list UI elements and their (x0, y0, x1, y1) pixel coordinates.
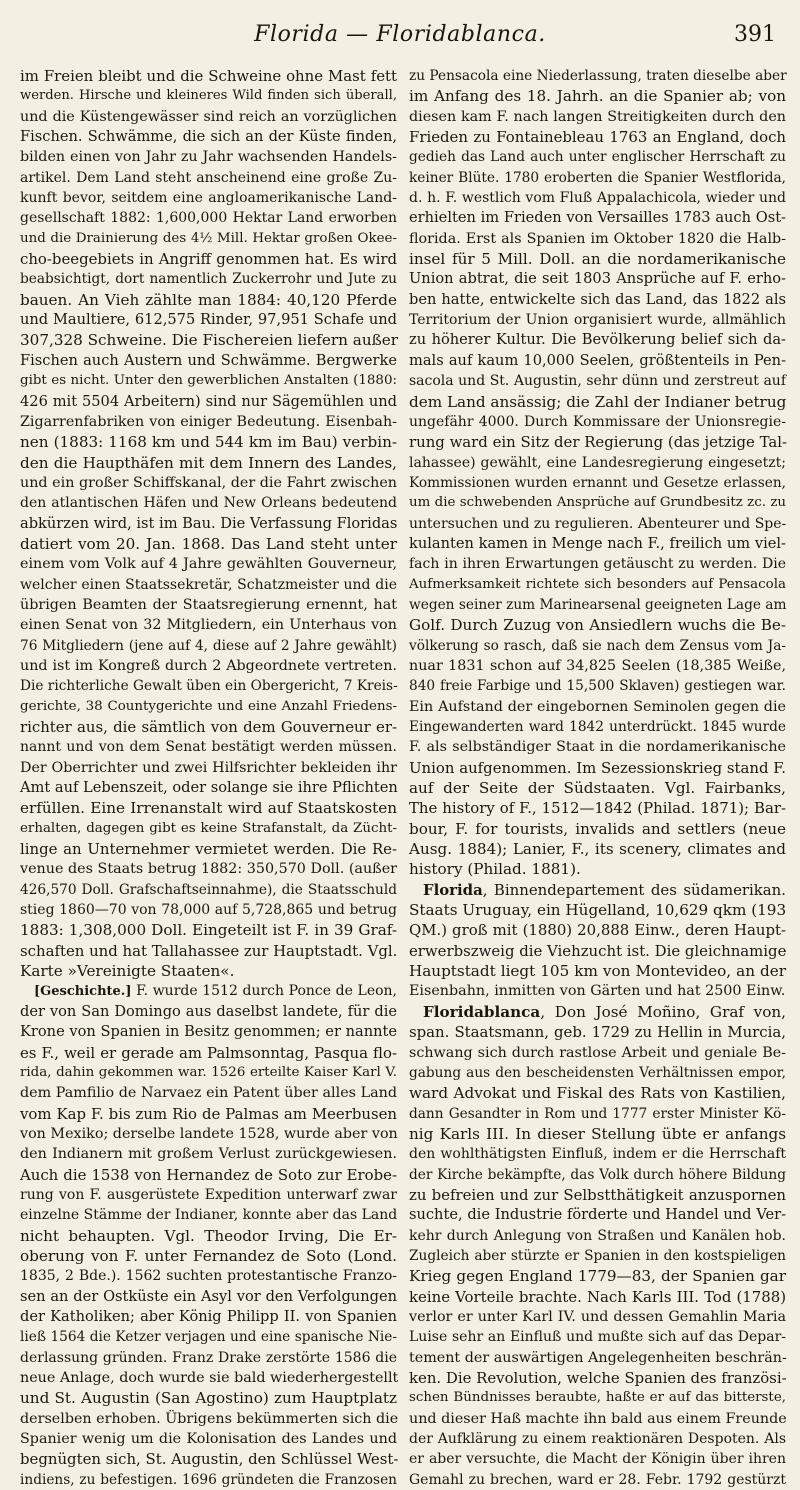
line-text: ward Advokat und Fiskal des Rats von Kastilien, (409, 1084, 786, 1103)
text-line (20, 859, 397, 879)
line-text: Fischen. Schwämme, die sich an der Küste finden, (20, 128, 397, 146)
text-line (409, 1144, 786, 1164)
entry-headword: Floridablanca (423, 1002, 541, 1021)
text-line (20, 392, 397, 412)
text-line (20, 249, 397, 269)
text-line (20, 1449, 397, 1469)
text-line (409, 615, 786, 635)
line-text: Frieden zu Fontainebleau 1763 an England, doch (409, 128, 786, 147)
text-line (20, 839, 397, 859)
text-line (20, 1307, 397, 1327)
line-text: schen Bündnisses beraubte, haßte er auf das bitterste, (409, 1390, 786, 1406)
text-line (20, 575, 397, 595)
line-text: um die schwebenden Ansprüche auf Grundbesitz zc. zu (409, 495, 786, 511)
line-text: nen (1883: 1168 km und 544 km im Bau) verbin- (20, 433, 397, 452)
text-line (409, 575, 786, 595)
line-text: indiens, zu befestigen. 1696 gründeten die Franzosen (20, 1471, 397, 1488)
text-line (409, 1287, 786, 1307)
text-line (20, 310, 397, 330)
text-line (20, 880, 397, 900)
line-text: Golf. Durch Zuzug von Ansiedlern wuchs die Be- (409, 616, 786, 635)
entry-headword: Florida (423, 880, 483, 899)
line-text: richter aus, die sämtlich von dem Gouverneur er- (20, 718, 397, 736)
line-text: Zugleich aber stürzte er Spanien in den kostspieligen (409, 1247, 786, 1264)
line-text: cho-beegebiets in Angriff genommen hat. Es wird (20, 250, 397, 269)
text-line (409, 1429, 786, 1449)
line-text: und Maultiere, 612,575 Rinder, 97,951 Schafe und (20, 311, 397, 329)
text-line (20, 1165, 397, 1185)
text-line (20, 1144, 397, 1164)
line-text: gesellschaft 1882: 1,600,000 Hektar Land erworben (20, 210, 397, 227)
text-line (409, 66, 786, 86)
line-text: derselben erhoben. Übrigens bekümmerten sich die (20, 1410, 399, 1427)
line-text: völkerung so rasch, daß sie nach dem Zensus vom Ja- (409, 637, 786, 654)
line-text: florida. Erst als Spanien im Oktober 1820 die Halb- (409, 230, 786, 247)
text-line (409, 107, 786, 127)
text-line (409, 229, 786, 249)
text-line (20, 737, 397, 757)
line-text: Ausg. 1884); Lanier, F., its scenery, climates and (409, 840, 786, 859)
text-line (20, 330, 397, 350)
line-text: kunft bevor, seitdem eine angloamerikanische Land- (20, 190, 397, 207)
text-line (20, 819, 397, 839)
text-line (20, 1470, 397, 1490)
text-line (409, 1266, 786, 1286)
text-line (20, 1185, 397, 1205)
right-text-column (409, 66, 788, 1488)
line-text: , Binnendepartement des südamerikan. (482, 880, 786, 899)
line-text: und die Drainierung des 4½ Mill. Hektar großen Okee- (20, 230, 397, 246)
text-line (20, 778, 397, 798)
text-line (20, 636, 397, 656)
text-line (409, 1449, 786, 1469)
line-text: QM.) groß mit (1880) 20,888 Einw., deren Haupt- (409, 921, 786, 940)
line-text: 1883: 1,308,000 Doll. Eingeteilt ist F. in 39 Graf- (20, 921, 397, 940)
text-line (409, 1124, 786, 1144)
line-text: er aber versuchte, die Macht der Königin über ihren (409, 1451, 786, 1468)
line-text: sen an der Ostküste ein Asyl vor den Verfolgungen (20, 1287, 397, 1305)
line-text: 76 Mitgliedern (jene auf 4, diese auf 2 Jahre gewählt) (20, 637, 397, 654)
text-line (20, 717, 397, 737)
line-text: 840 freie Farbige und 15,500 Sklaven) gestiegen war. (409, 678, 786, 695)
text-line (409, 920, 786, 940)
line-text: zu höherer Kultur. Die Bevölkerung belief sich da- (409, 331, 786, 349)
line-text: und ist im Kongreß durch 2 Abgeordnete vertreten. (20, 657, 397, 674)
text-line (409, 981, 786, 1001)
text-line (20, 412, 397, 432)
line-text: span. Staatsmann, geb. 1729 zu Hellin in Murcia, (409, 1023, 786, 1042)
text-line (20, 1083, 397, 1103)
text-line (409, 1246, 786, 1266)
text-line (409, 1307, 786, 1327)
text-line (409, 1327, 786, 1347)
text-line (409, 636, 786, 656)
line-text: nig Karls III. In dieser Stellung übte er anfangs (409, 1124, 786, 1143)
text-line (20, 473, 397, 493)
text-line (20, 86, 397, 106)
line-text: Auch die 1538 von Hernandez de Soto zur Erobe- (20, 1165, 397, 1184)
line-text: Union aufgenommen. Im Sezessionskrieg stand F. (409, 758, 786, 777)
text-line (20, 290, 397, 310)
line-text: Spanier wenig um die Kolonisation des Landes und (20, 1431, 397, 1448)
text-line (409, 697, 786, 717)
line-text: 426,570 Doll. Grafschaftseinnahme), die Staatsschuld (20, 881, 397, 898)
text-line (20, 1429, 397, 1449)
text-line (20, 1063, 397, 1083)
text-line (409, 900, 786, 920)
line-text: gibt es nicht. Unter den gewerblichen Anstalten (1880: (20, 373, 397, 389)
text-line (409, 473, 786, 493)
line-text: nicht behaupten. Vgl. Theodor Irving, Die Er- (20, 1226, 397, 1245)
line-text: 426 mit 5504 Arbeitern) sind nur Sägemühlen und (20, 392, 397, 410)
line-text: gerichte, 38 Countygerichte und eine Anzahl Friedens- (20, 698, 397, 714)
running-title: Florida — Floridablanca. (254, 22, 546, 47)
line-text: 1835, 2 Bde.). 1562 suchten protestantische Franzo- (20, 1268, 397, 1285)
line-text: bauen. An Vieh zählte man 1884: 40,120 Pferde (20, 290, 397, 309)
text-line (409, 371, 786, 391)
line-text: artikel. Dem Land steht anscheinend eine große Zu- (20, 169, 397, 186)
text-line (409, 1022, 786, 1042)
line-text: beabsichtigt, dort namentlich Zuckerrohr und Jute zu (20, 271, 397, 288)
line-text: history (Philad. 1881). (409, 860, 581, 879)
text-line (409, 880, 786, 900)
text-line (409, 1368, 786, 1388)
line-text: insel für 5 Mill. Doll. an die nordamerikanische (409, 250, 786, 269)
text-line (20, 1226, 397, 1246)
line-text: Staats Uruguay, ein Hügelland, 10,629 qkm (193 (409, 901, 787, 920)
line-text: Karte »Vereinigte Staaten«. (20, 962, 235, 981)
line-text: gabung aus den bescheidensten Verhältnissen empor, (409, 1064, 786, 1081)
line-text: abkürzen wird, ist im Bau. Die Verfassung Floridas (20, 514, 398, 532)
line-text: stieg 1860—70 von 78,000 auf 5,728,865 und betrug (20, 902, 397, 919)
text-line (20, 1348, 397, 1368)
text-line (409, 595, 786, 615)
line-text: tement der auswärtigen Angelegenheiten beschrän- (409, 1349, 787, 1366)
line-text: dem Pamfilio de Narvaez ein Patent über alles Land (20, 1085, 397, 1102)
text-line (409, 1002, 786, 1022)
text-line (20, 758, 397, 778)
text-line (409, 392, 786, 412)
text-line (20, 1124, 397, 1144)
text-line (409, 208, 786, 228)
text-line (20, 351, 397, 371)
text-line (409, 941, 786, 961)
text-line (20, 1287, 397, 1307)
line-text: erfüllen. Eine Irrenanstalt wird auf Staatskosten (20, 799, 397, 818)
line-text: ben hatte, entwickelte sich das Land, das 1822 als (409, 290, 786, 308)
line-text: werden. Hirsche und kleineres Wild finden sich überall, (20, 88, 397, 104)
text-line (409, 1409, 786, 1429)
text-line (409, 330, 786, 350)
line-text: welcher einen Staatssekretär, Schatzmeister und die (20, 576, 397, 593)
text-line (20, 229, 397, 249)
text-line (409, 310, 786, 330)
page-header (24, 14, 776, 54)
text-line (20, 981, 397, 1001)
line-text: suchte, die Industrie förderte und Handel und Ver- (409, 1206, 786, 1224)
text-line (20, 1327, 397, 1347)
line-text: und St. Augustin (San Agostino) zum Hauptplatz (20, 1389, 397, 1408)
line-text: diesen kam F. nach langen Streitigkeiten durch den (409, 108, 786, 125)
line-text: Aufmerksamkeit richtete sich besonders auf Pensacola (409, 576, 786, 592)
text-line (20, 453, 397, 473)
text-line (20, 168, 397, 188)
text-line (20, 615, 397, 635)
text-line (409, 1205, 786, 1225)
line-text: begnügten sich, St. Augustin, den Schlüssel West- (20, 1450, 399, 1469)
line-text: ließ 1564 die Ketzer verjagen und eine spanische Nie- (20, 1329, 397, 1346)
text-line (409, 290, 786, 310)
line-text: zu befreien und zur Selbstthätigkeit anzuspornen (409, 1185, 786, 1204)
line-text: und dieser Haß machte ihn bald aus einem Freunde (409, 1410, 787, 1427)
text-line (409, 778, 786, 798)
line-text: oberung von F. unter Fernandez de Soto (Lond. (20, 1246, 397, 1265)
line-text: zu Pensacola eine Niederlassung, traten dieselbe aber (409, 68, 787, 84)
text-line (20, 432, 397, 452)
line-text: kulanten kamen in Menge nach F., freilich um viel- (409, 534, 786, 552)
line-text: verlor er unter Karl IV. und dessen Gemahlin Maria (409, 1308, 786, 1325)
text-line (20, 961, 397, 981)
line-text: einem vom Volk auf 4 Jahre gewählten Gouverneur, (20, 556, 397, 573)
line-text: venue des Staats betrug 1882: 350,570 Doll. (außer (20, 861, 397, 878)
line-text: den atlantischen Häfen und New Orleans bedeutend (20, 495, 397, 512)
line-text: wegen seiner zum Marinearsenal geeigneten Lage am (409, 596, 787, 613)
text-line (409, 1104, 786, 1124)
line-text: rung ward ein Sitz der Regierung (das jetzige Tal- (409, 433, 788, 452)
text-line (20, 1104, 397, 1124)
line-text: schwang sich durch rastlose Arbeit und geniale Be- (409, 1044, 786, 1061)
line-text: bour, F. for tourists, invalids and settlers (neue (409, 819, 786, 838)
text-line (20, 1388, 397, 1408)
line-text: vom Kap F. bis zum Rio de Palmas am Meerbusen (20, 1104, 397, 1123)
text-line (409, 717, 786, 737)
text-line (409, 1226, 786, 1246)
line-text: und die Küstengewässer sind reich an vorzüglichen (20, 108, 397, 125)
line-text: Territorium der Union organisiert wurde, allmählich (409, 312, 786, 329)
text-line (409, 1185, 786, 1205)
line-text: Der Oberrichter und zwei Hilfsrichter bekleiden ihr (20, 759, 397, 776)
line-text: bilden einen von Jahr zu Jahr wachsenden Handels- (20, 149, 397, 166)
text-line (409, 514, 786, 534)
text-line (20, 147, 397, 167)
line-text: den Indianern mit großem Verlust zurückgewiesen. (20, 1146, 397, 1163)
text-line (20, 269, 397, 289)
text-line (409, 737, 786, 757)
line-text: im Anfang des 18. Jahrh. an die Spanier ab; von (409, 87, 786, 106)
text-line (20, 1368, 397, 1388)
line-text: es F., weil er gerade am Palmsonntag, Pasqua flo- (20, 1043, 397, 1062)
line-text: rung von F. ausgerüstete Expedition unterwarf zwar (20, 1186, 397, 1203)
line-text: der von San Domingo aus daselbst landete, für die (20, 1002, 397, 1020)
line-text: derlassung gründen. Franz Drake zerstörte 1586 die (20, 1349, 397, 1366)
text-line (409, 839, 786, 859)
line-text: F. wurde 1512 durch Ponce de Leon, (136, 983, 398, 1000)
text-line (409, 147, 786, 167)
text-line (409, 453, 786, 473)
line-text: einzelne Stämme der Indianer, konnte aber das Land (20, 1207, 398, 1224)
text-line (20, 1409, 397, 1429)
line-text: Union abtrat, die seit 1803 Ansprüche auf F. erho- (409, 270, 786, 288)
line-text: den wohlthätigsten Einfluß, indem er die Herrschaft (409, 1146, 786, 1163)
line-text: F. als selbständiger Staat in die nordamerikanische (409, 739, 786, 756)
line-text: datiert vom 20. Jan. 1868. Das Land steht unter (20, 534, 397, 553)
line-text: ungefähr 4000. Durch Kommissare der Unionsregie- (409, 413, 786, 430)
text-line (409, 249, 786, 269)
text-line (20, 1266, 397, 1286)
text-line (409, 168, 786, 188)
text-line (409, 554, 786, 574)
line-text: von Mexiko; derselbe landete 1528, wurde aber von (20, 1125, 398, 1142)
line-text: der Katholiken; aber König Philipp II. von Spanien (20, 1307, 397, 1325)
text-line (20, 534, 397, 554)
line-text: der Kirche bekämpfte, das Volk durch höhere Bildung (409, 1166, 786, 1183)
text-line (409, 676, 786, 696)
line-text: nannt und von dem Senat bestätigt werden müssen. (20, 739, 397, 756)
line-text: d. h. F. westlich vom Fluß Appalachicola, wieder und (409, 190, 786, 207)
text-line (20, 371, 397, 391)
line-text: im Freien bleibt und die Schweine ohne Mast fett (20, 67, 397, 85)
text-line (409, 1388, 786, 1408)
line-text: übrigen Beamten der Staatsregierung ernennt, hat (20, 596, 397, 613)
left-text-column (20, 66, 399, 1488)
line-text: ken. Die Revolution, welche Spanien des französi- (409, 1369, 787, 1387)
line-text: erwerbszweig die Viehzucht ist. Die gleichnamige (409, 941, 787, 960)
text-line (409, 1470, 786, 1490)
text-line (20, 127, 397, 147)
text-line (20, 1246, 397, 1266)
line-text: untersuchen und zu regulieren. Abenteurer und Spe- (409, 515, 787, 532)
line-text: Eisenbahn, inmitten von Gärten und hat 2500 Einw. (409, 983, 786, 1000)
line-text: Zigarrenfabriken von einiger Bedeutung. Eisenbah- (20, 413, 397, 430)
text-line (20, 554, 397, 574)
line-text: Ein Aufstand der eingebornen Seminolen gegen die (409, 698, 786, 715)
line-text: der Aufklärung zu einem reaktionären Despoten. Als (409, 1431, 786, 1448)
line-text: 307,328 Schweine. Die Fischereien liefern außer (20, 331, 399, 350)
text-line (409, 758, 786, 778)
line-text: keine Vorteile brachte. Nach Karls III. Tod (1788) (409, 1287, 786, 1306)
text-line (20, 1002, 397, 1022)
text-line (409, 798, 786, 818)
line-text: auf der Seite der Südstaaten. Vgl. Fairbanks, (409, 779, 786, 798)
line-text: Eingewanderten ward 1842 unterdrückt. 1845 wurde (409, 719, 786, 735)
line-text: The history of F., 1512—1842 (Philad. 1871); Bar- (409, 799, 786, 818)
text-line (409, 1043, 786, 1063)
text-line (20, 920, 397, 940)
line-text: schaften und hat Tallahassee zur Hauptstadt. Vgl. (20, 941, 398, 960)
text-line (409, 534, 786, 554)
text-line (20, 941, 397, 961)
text-line (409, 859, 786, 879)
text-line (20, 1022, 397, 1042)
page-number: 391 (734, 22, 776, 47)
line-text: erhalten, dagegen gibt es keine Strafanstalt, da Zücht- (20, 820, 397, 836)
text-line (20, 188, 397, 208)
text-line (409, 1083, 786, 1103)
line-text: neue Anlage, doch wurde sie bald wiederhergestellt (20, 1370, 399, 1386)
line-text: keiner Blüte. 1780 eroberten die Spanier Westflorida, (409, 169, 786, 186)
line-text: Gemahl zu brechen, ward er 28. Febr. 1792 gestürzt (409, 1471, 786, 1488)
section-marker: [Geschichte.] (34, 984, 132, 1000)
line-text: nuar 1831 schon auf 34,825 Seelen (18,385 Weiße, (409, 657, 786, 674)
text-line (409, 127, 786, 147)
line-text: Krieg gegen England 1779—83, der Spanien gar (409, 1267, 786, 1286)
text-line (20, 208, 397, 228)
text-line (20, 493, 397, 513)
line-text: Amt auf Lebenszeit, oder solange sie ihre Pflichten (20, 779, 398, 797)
line-text: den die Haupthäfen mit dem Innern des Landes, (20, 453, 397, 472)
text-line (20, 107, 397, 127)
text-line (20, 1205, 397, 1225)
line-text: Hauptstadt liegt 105 km von Montevideo, an der (409, 962, 786, 981)
text-line (20, 676, 397, 696)
text-line (409, 819, 786, 839)
line-text: und ein großer Schiffskanal, der die Fahrt zwischen (20, 474, 397, 491)
line-text: dem Land ansässig; die Zahl der Indianer betrug (409, 392, 787, 411)
line-text: gedieh das Land auch unter englischer Herrschaft zu (409, 149, 786, 166)
line-text: Krone von Spanien in Besitz genommen; er nannte (20, 1023, 397, 1041)
line-text: Kommissionen wurden ernannt und Gesetze erlassen, (409, 474, 786, 491)
line-text: erhielten im Frieden von Versailles 1783 auch Ost- (409, 209, 786, 227)
text-line (409, 961, 786, 981)
text-line (409, 1348, 786, 1368)
text-line (409, 493, 786, 513)
text-line (409, 269, 786, 289)
text-line (409, 86, 786, 106)
line-text: linge an Unternehmer vermietet werden. Die Re- (20, 840, 397, 859)
text-line (20, 595, 397, 615)
text-line (20, 514, 397, 534)
text-line (409, 412, 786, 432)
text-line (409, 432, 786, 452)
line-text: Fischen auch Austern und Schwämme. Bergwerke (20, 351, 397, 369)
line-text: rida, dahin gekommen war. 1526 erteilte Kaiser Karl V. (20, 1064, 397, 1080)
text-line (20, 900, 397, 920)
line-text: einen Senat von 32 Mitgliedern, ein Unterhaus von (20, 617, 397, 634)
text-line (409, 1165, 786, 1185)
line-text: sacola und St. Augustin, sehr dünn und zerstreut auf (409, 373, 786, 390)
line-text: Die richterliche Gewalt üben ein Obergericht, 7 Kreis- (20, 678, 398, 695)
text-line (409, 1063, 786, 1083)
text-line (409, 656, 786, 676)
text-line (20, 1043, 397, 1063)
text-line (20, 66, 397, 86)
text-line (409, 188, 786, 208)
line-text: dann Gesandter in Rom und 1777 erster Minister Kö- (409, 1105, 786, 1122)
line-text: kehr durch Anlegung von Straßen und Kanälen hob. (409, 1227, 786, 1244)
line-text: Luise sehr an Einfluß und mußte sich auf das Depar- (409, 1329, 786, 1346)
text-line (409, 351, 786, 371)
line-text: fach in ihren Erwartungen getäuscht zu werden. Die (409, 556, 786, 573)
line-text: lahassee) gewählt, eine Landesregierung eingesetzt; (409, 454, 786, 471)
text-line (20, 656, 397, 676)
text-line (20, 697, 397, 717)
line-text: mals auf kaum 10,000 Seelen, größtenteils in Pen- (409, 351, 786, 369)
text-line (20, 798, 397, 818)
line-text: , Don José Moñino, Graf von, (540, 1002, 786, 1021)
